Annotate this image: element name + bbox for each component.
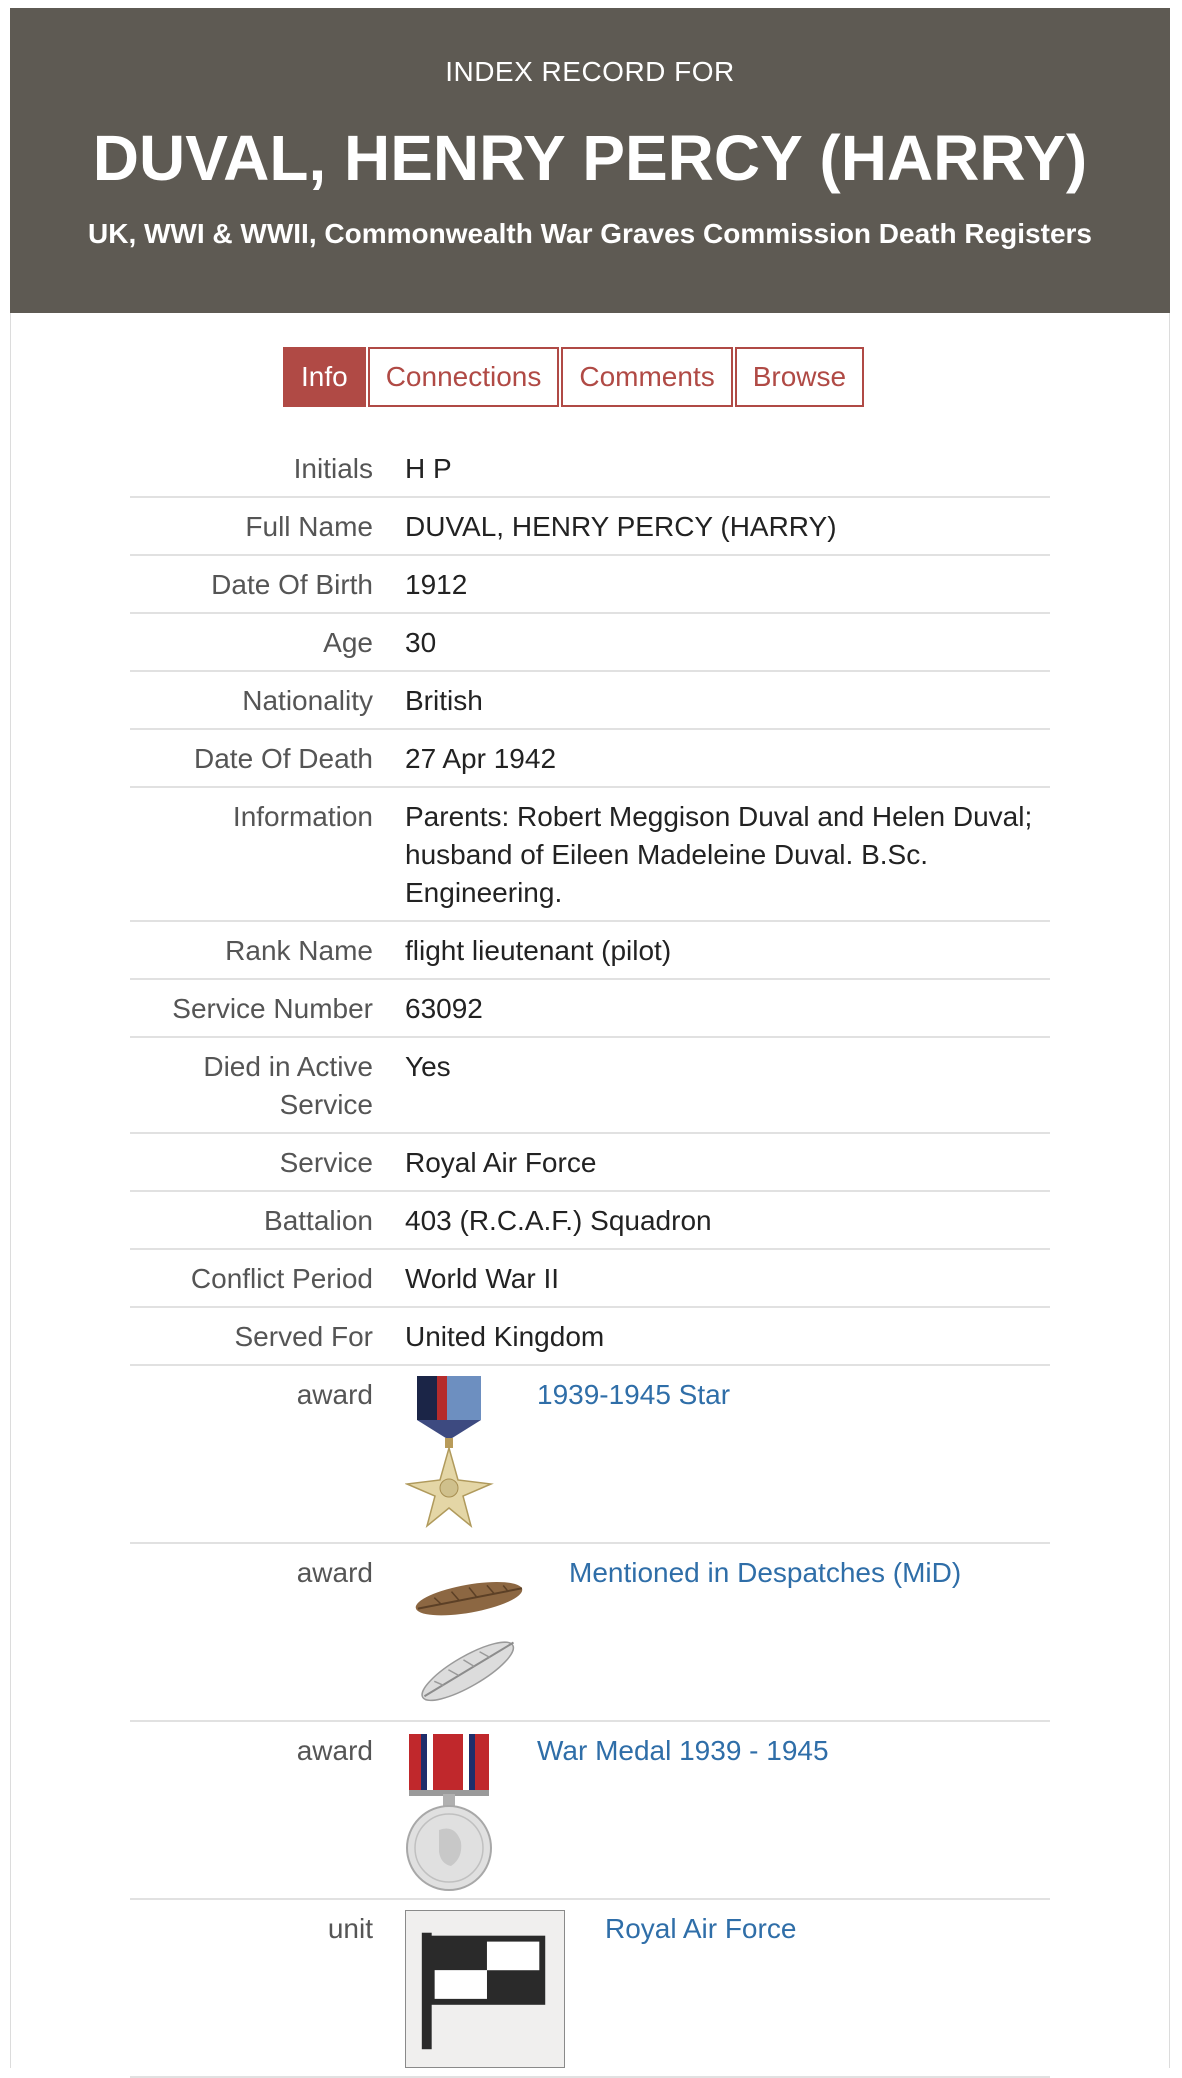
field-value: 30: [405, 627, 437, 658]
detail-row-conflict-period: [130, 1250, 1050, 1308]
detail-row-service: [130, 1134, 1050, 1192]
award-row-mentioned-in-despatches: [130, 1544, 1050, 1722]
field-label: Rank Name: [225, 935, 373, 966]
field-label: award: [296, 1735, 373, 1766]
award-link-mentioned-in-despatches[interactable]: Mentioned in Despatches (MiD): [569, 1557, 962, 1588]
record-tabs: [283, 347, 866, 407]
field-value: H P: [405, 453, 452, 484]
award-row-1939-1945-star: [130, 1366, 1050, 1544]
field-label: Age: [323, 627, 373, 658]
page-title: DUVAL, HENRY PERCY (HARRY): [92, 122, 1088, 194]
star-medal-icon[interactable]: [405, 1376, 497, 1536]
award-row-war-medal: [130, 1722, 1050, 1900]
war-medal-icon[interactable]: [405, 1732, 497, 1892]
field-label: Battalion: [264, 1205, 373, 1236]
field-label: Service Number: [172, 993, 373, 1024]
field-value: DUVAL, HENRY PERCY (HARRY): [405, 511, 837, 542]
detail-row-full-name: [130, 498, 1050, 556]
field-value: World War II: [405, 1263, 560, 1294]
tab-info[interactable]: Info: [283, 347, 366, 407]
field-value: Royal Air Force: [405, 1147, 597, 1178]
field-label: Nationality: [242, 685, 373, 716]
field-value: 403 (R.C.A.F.) Squadron: [405, 1205, 712, 1236]
field-value: Parents: Robert Meggison Duval and Helen Duval; husband of Eileen Madeleine Duval. B.Sc. Engineering.: [405, 801, 1033, 908]
field-label: Initials: [293, 453, 373, 484]
field-value: United Kingdom: [405, 1321, 605, 1352]
record-header: [10, 8, 1170, 313]
field-label: unit: [327, 1913, 373, 1944]
record-details: [130, 440, 1050, 2078]
tab-comments[interactable]: Comments: [561, 347, 732, 407]
detail-row-initials: [130, 440, 1050, 498]
field-label: Served For: [234, 1321, 373, 1352]
field-value: 63092: [405, 993, 483, 1024]
field-value: 1912: [405, 569, 468, 600]
field-label: Full Name: [245, 511, 373, 542]
field-label: Date Of Death: [194, 743, 373, 774]
detail-row-service-number: [130, 980, 1050, 1038]
detail-row-died-in-active-service: [130, 1038, 1050, 1134]
unit-row-royal-air-force: [130, 1900, 1050, 2078]
unit-link-royal-air-force[interactable]: Royal Air Force: [605, 1913, 797, 1944]
field-label: award: [296, 1557, 373, 1588]
detail-row-date-of-death: [130, 730, 1050, 788]
field-label: Died in Active Service: [203, 1051, 373, 1120]
field-label: Conflict Period: [190, 1263, 373, 1294]
detail-row-age: [130, 614, 1050, 672]
detail-row-rank-name: [130, 922, 1050, 980]
oak-leaf-icon[interactable]: [405, 1554, 529, 1714]
field-value: Yes: [405, 1051, 451, 1082]
detail-row-nationality: [130, 672, 1050, 730]
record-kicker: INDEX RECORD FOR: [445, 56, 735, 87]
field-value: British: [405, 685, 483, 716]
field-label: Date Of Birth: [211, 569, 373, 600]
award-link-1939-1945-star[interactable]: 1939-1945 Star: [537, 1379, 731, 1410]
raf-flag-icon[interactable]: [405, 1910, 565, 2068]
detail-row-information: [130, 788, 1050, 922]
field-label: award: [296, 1379, 373, 1410]
award-link-war-medal[interactable]: War Medal 1939 - 1945: [537, 1735, 829, 1766]
field-label: Service: [279, 1147, 373, 1178]
detail-row-battalion: [130, 1192, 1050, 1250]
detail-row-date-of-birth: [130, 556, 1050, 614]
field-value: 27 Apr 1942: [405, 743, 557, 774]
field-value: flight lieutenant (pilot): [405, 935, 672, 966]
tab-connections[interactable]: Connections: [368, 347, 560, 407]
detail-row-served-for: [130, 1308, 1050, 1366]
tab-browse[interactable]: Browse: [735, 347, 864, 407]
field-label: Information: [232, 801, 373, 832]
collection-subtitle: UK, WWI & WWII, Commonwealth War Graves Commission Death Registers: [88, 218, 1092, 249]
